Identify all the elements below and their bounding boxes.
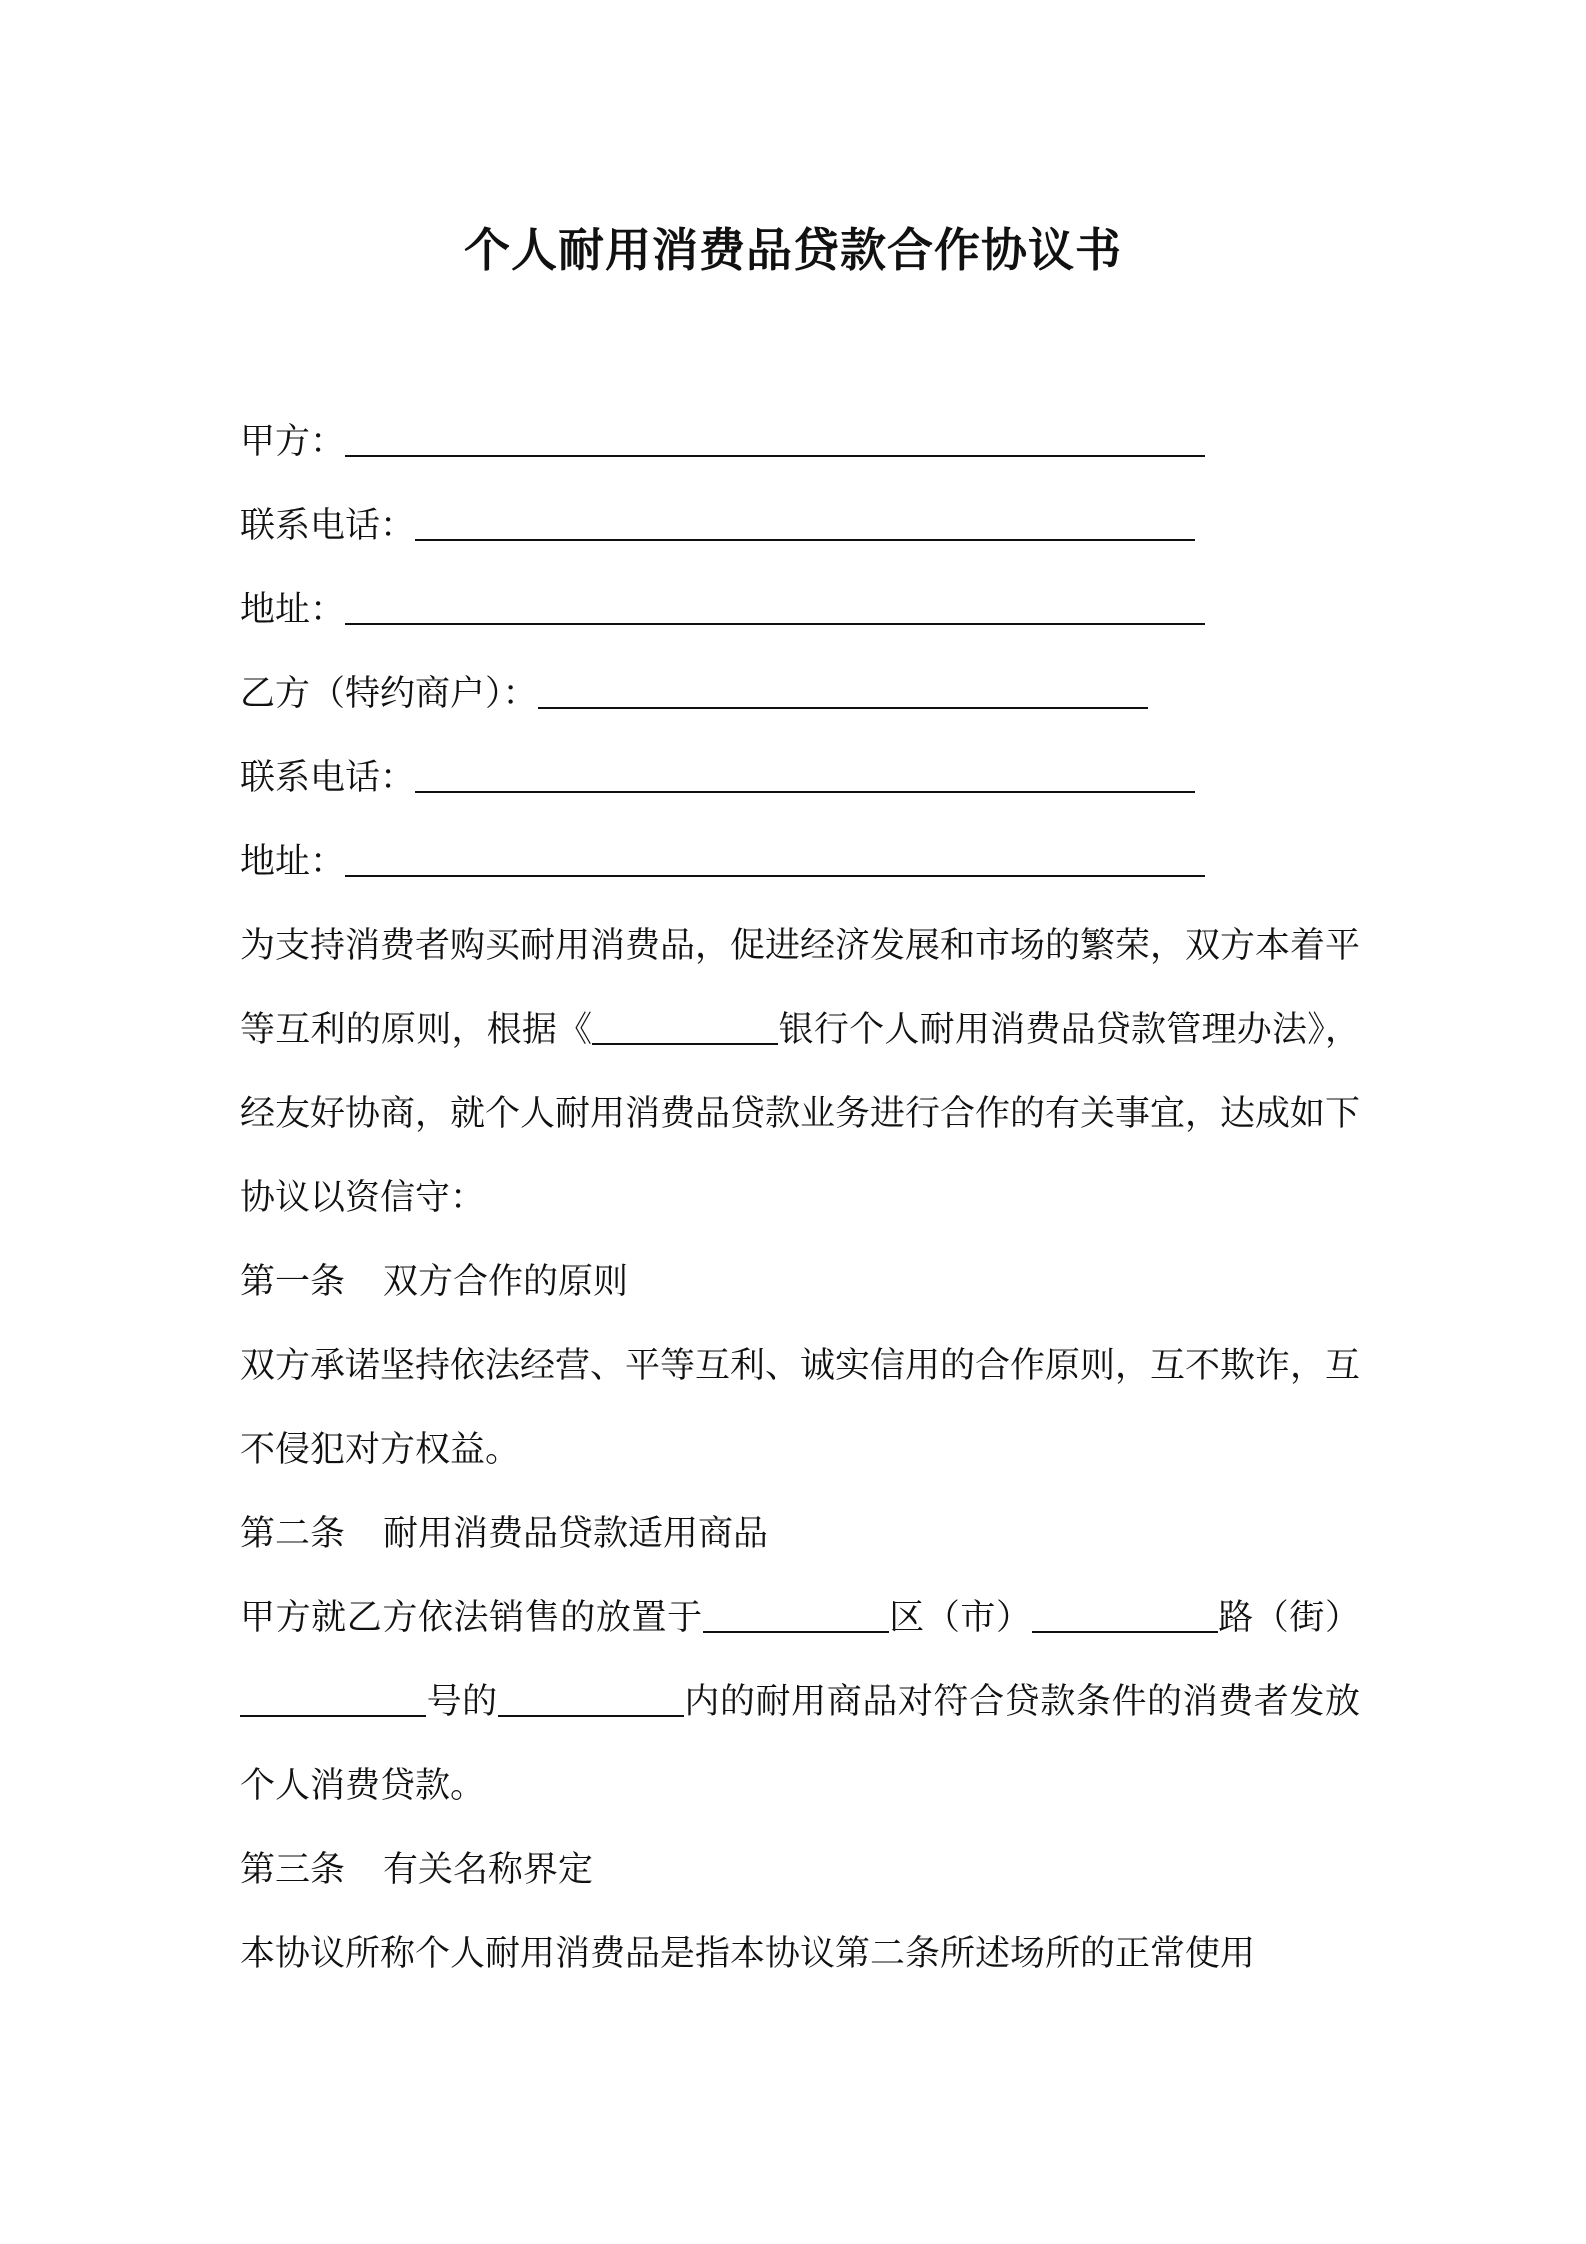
article-2-text-a: 甲方就乙方依法销售的放置于 — [240, 1598, 703, 1638]
intro-text-2: 银行个人耐用消费品贷款管理办法》，经友好协商，就个人耐用消费品贷款业务进行合作的有关事宜，达成如下协议以资信守： — [240, 1010, 1361, 1218]
road-blank — [1032, 1595, 1218, 1633]
article-2-body — [240, 1576, 1360, 1828]
party-b-address-label: 地址： — [240, 842, 346, 882]
party-a-line — [240, 400, 1360, 484]
district-blank — [703, 1595, 889, 1633]
article-1-body: 双方承诺坚持依法经营、平等互利、诚实信用的合作原则，互不欺诈，互不侵犯对方权益。 — [240, 1346, 1361, 1470]
party-a-address-line — [240, 568, 1360, 652]
article-2-text-d: 号的 — [426, 1682, 498, 1722]
document-body — [240, 400, 1360, 1996]
article-2-text-b: 区（市） — [888, 1598, 1032, 1638]
party-b-phone-line — [240, 736, 1360, 820]
party-a-address-blank — [345, 587, 1205, 625]
article-3-heading — [240, 1828, 1360, 1912]
party-b-label: 乙方（特约商户）： — [240, 674, 538, 714]
party-b-blank — [538, 671, 1148, 709]
article-3-number: 第三条 — [240, 1850, 346, 1890]
party-b-address-line — [240, 820, 1360, 904]
party-a-blank — [345, 419, 1205, 457]
party-a-label: 甲方： — [240, 422, 346, 462]
article-3-body: 本协议所称个人耐用消费品是指本协议第二条所述场所的正常使用 — [240, 1934, 1256, 1974]
document-title: 个人耐用消费品贷款合作协议书 — [464, 223, 1122, 277]
article-1-heading — [240, 1240, 1360, 1324]
party-a-phone-line — [240, 484, 1360, 568]
article-3-title: 有关名称界定 — [383, 1850, 594, 1890]
bank-name-blank — [592, 1007, 778, 1045]
article-2-title: 耐用消费品贷款适用商品 — [383, 1514, 769, 1554]
article-2-number: 第二条 — [240, 1514, 346, 1554]
party-a-phone-label: 联系电话： — [240, 506, 416, 546]
article-2-heading — [240, 1492, 1360, 1576]
number-blank — [240, 1679, 426, 1717]
party-b-line — [240, 652, 1360, 736]
party-b-phone-blank — [415, 755, 1195, 793]
article-2-text-c: 路（街） — [1217, 1598, 1360, 1638]
party-b-phone-label: 联系电话： — [240, 758, 416, 798]
party-a-address-label: 地址： — [240, 590, 346, 630]
party-a-phone-blank — [415, 503, 1195, 541]
article-1-title: 双方合作的原则 — [383, 1262, 629, 1302]
intro-paragraph — [240, 904, 1360, 1240]
venue-blank — [498, 1679, 684, 1717]
intro-text-1: 为支持消费者购买耐用消费品，促进经济发展和市场的繁荣，双方本着平等互利的原则，根据《 — [240, 926, 1361, 1050]
article-2-text-e: 内的耐用商品对符合贷款条件的消费者发放个人消费贷款。 — [240, 1682, 1360, 1806]
party-b-address-blank — [345, 839, 1205, 877]
article-1-number: 第一条 — [240, 1262, 346, 1302]
